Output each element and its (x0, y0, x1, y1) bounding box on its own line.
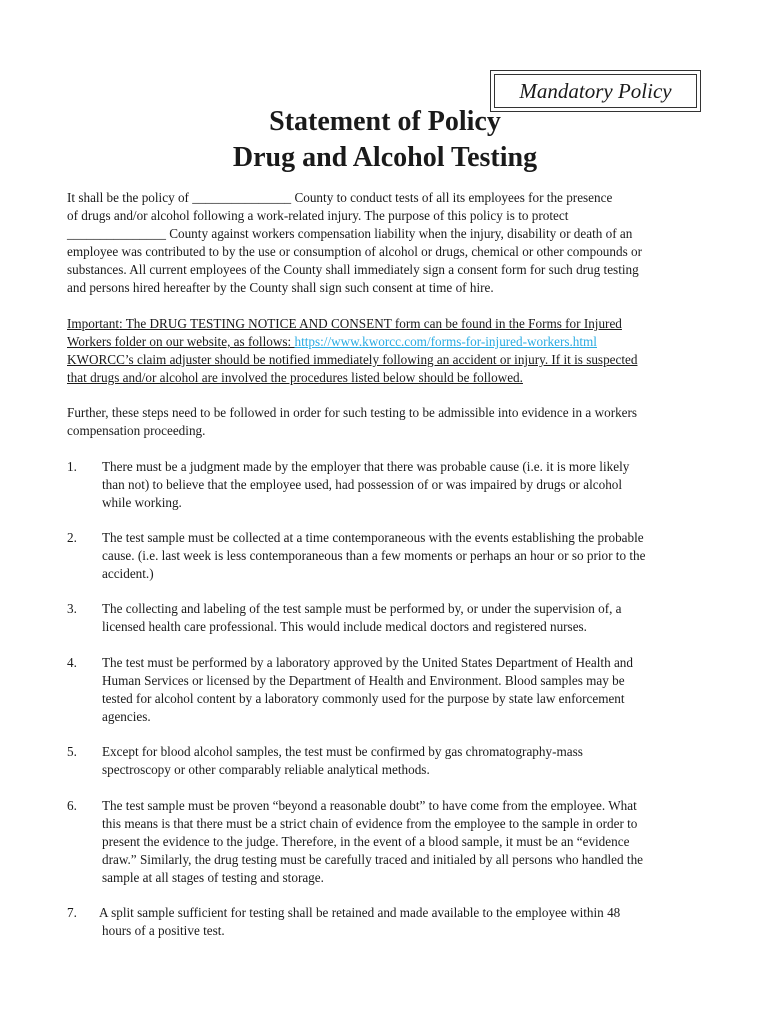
title-line-1: Statement of Policy (269, 106, 501, 137)
item-line: The test sample must be proven “beyond a reasonable doubt” to have come from the employee. What (102, 798, 637, 813)
important-line-with-link (67, 333, 707, 351)
intro-line: and persons hired hereafter by the County shall sign such consent at time of hire. (67, 280, 494, 295)
item-line: accident.) (102, 566, 154, 581)
item-text (102, 654, 712, 726)
item-line: agencies. (102, 709, 151, 724)
item-line: The test must be performed by a laboratory approved by the United States Department of Health and (102, 655, 633, 670)
item-line: The test sample must be collected at a time contemporaneous with the events establishing the probable (102, 530, 644, 545)
item-text (99, 904, 709, 940)
intro-line: of drugs and/or alcohol following a work-related injury. The purpose of this policy is to protect (67, 208, 569, 223)
badge-label: Mandatory Policy (494, 74, 697, 108)
item-number: 5. (67, 744, 77, 759)
item-line: cause. (i.e. last week is less contemporaneous than a few moments or perhaps an hour or so prior to the (102, 548, 646, 563)
item-line: Except for blood alcohol samples, the test must be confirmed by gas chromatography-mass (102, 744, 583, 759)
item-line: There must be a judgment made by the employer that there was probable cause (i.e. it is more likely (102, 459, 630, 474)
item-number: 3. (67, 601, 77, 616)
forms-link[interactable]: https://www.kworcc.com/forms-for-injured-workers.html (294, 334, 597, 349)
intro-line: employee was contributed to by the use or consumption of alcohol or drugs, chemical or other compounds or (67, 244, 642, 259)
item-number: 7. (67, 905, 77, 920)
important-line: Important: The DRUG TESTING NOTICE AND CONSENT form can be found in the Forms for Injured (67, 316, 622, 331)
item-line: spectroscopy or other comparably reliable analytical methods. (102, 762, 430, 777)
important-line-prefix: Workers folder on our website, as follows: (67, 334, 295, 349)
further-paragraph (67, 404, 707, 440)
item-text (102, 743, 712, 779)
intro-line: _______________ County against workers compensation liability when the injury, disability or death of an (67, 226, 633, 241)
item-number: 6. (67, 798, 77, 813)
item-line: while working. (102, 495, 182, 510)
item-line: than not) to believe that the employee used, had possession of or was impaired by drugs or alcohol (102, 477, 623, 492)
intro-paragraph (67, 189, 707, 297)
item-line: this means is that there must be a strict chain of evidence from the employee to the sample in order to (102, 816, 638, 831)
item-line: A split sample sufficient for testing shall be retained and made available to the employee within 48 (99, 905, 621, 920)
item-text (102, 458, 712, 512)
title-line-2: Drug and Alcohol Testing (232, 142, 538, 173)
item-line: sample at all stages of testing and storage. (102, 870, 324, 885)
item-number: 1. (67, 459, 77, 474)
intro-line: It shall be the policy of _______________ County to conduct tests of all its employees for the presence (67, 190, 613, 205)
further-line: Further, these steps need to be followed in order for such testing to be admissible into evidence in a workers (67, 405, 638, 420)
item-line: tested for alcohol content by a laboratory commonly used for the purpose by state law enforcement (102, 691, 625, 706)
item-number: 2. (67, 530, 77, 545)
item-text (102, 529, 712, 583)
item-line: The collecting and labeling of the test sample must be performed by, or under the supervision of, a (102, 601, 622, 616)
item-line: Human Services or licensed by the Department of Health and Environment. Blood samples may be (102, 673, 625, 688)
important-line: KWORCC’s claim adjuster should be notified immediately following an accident or injury. If it is suspected (67, 352, 638, 367)
item-text (102, 797, 712, 887)
intro-line: substances. All current employees of the County shall immediately sign a consent form for such drug testing (67, 262, 639, 277)
item-line: present the evidence to the judge. Therefore, in the event of a blood sample, it must be an “evidence (102, 834, 630, 849)
item-line: licensed health care professional. This would include medical doctors and registered nurses. (102, 619, 587, 634)
important-line: that drugs and/or alcohol are involved the procedures listed below should be followed. (67, 370, 523, 385)
important-notice (67, 315, 707, 387)
further-line: compensation proceeding. (67, 423, 206, 438)
item-line: hours of a positive test. (102, 923, 225, 938)
item-text (102, 600, 712, 636)
item-line: draw.” Similarly, the drug testing must be carefully traced and initialed by all persons who handled the (102, 852, 644, 867)
item-number: 4. (67, 655, 77, 670)
